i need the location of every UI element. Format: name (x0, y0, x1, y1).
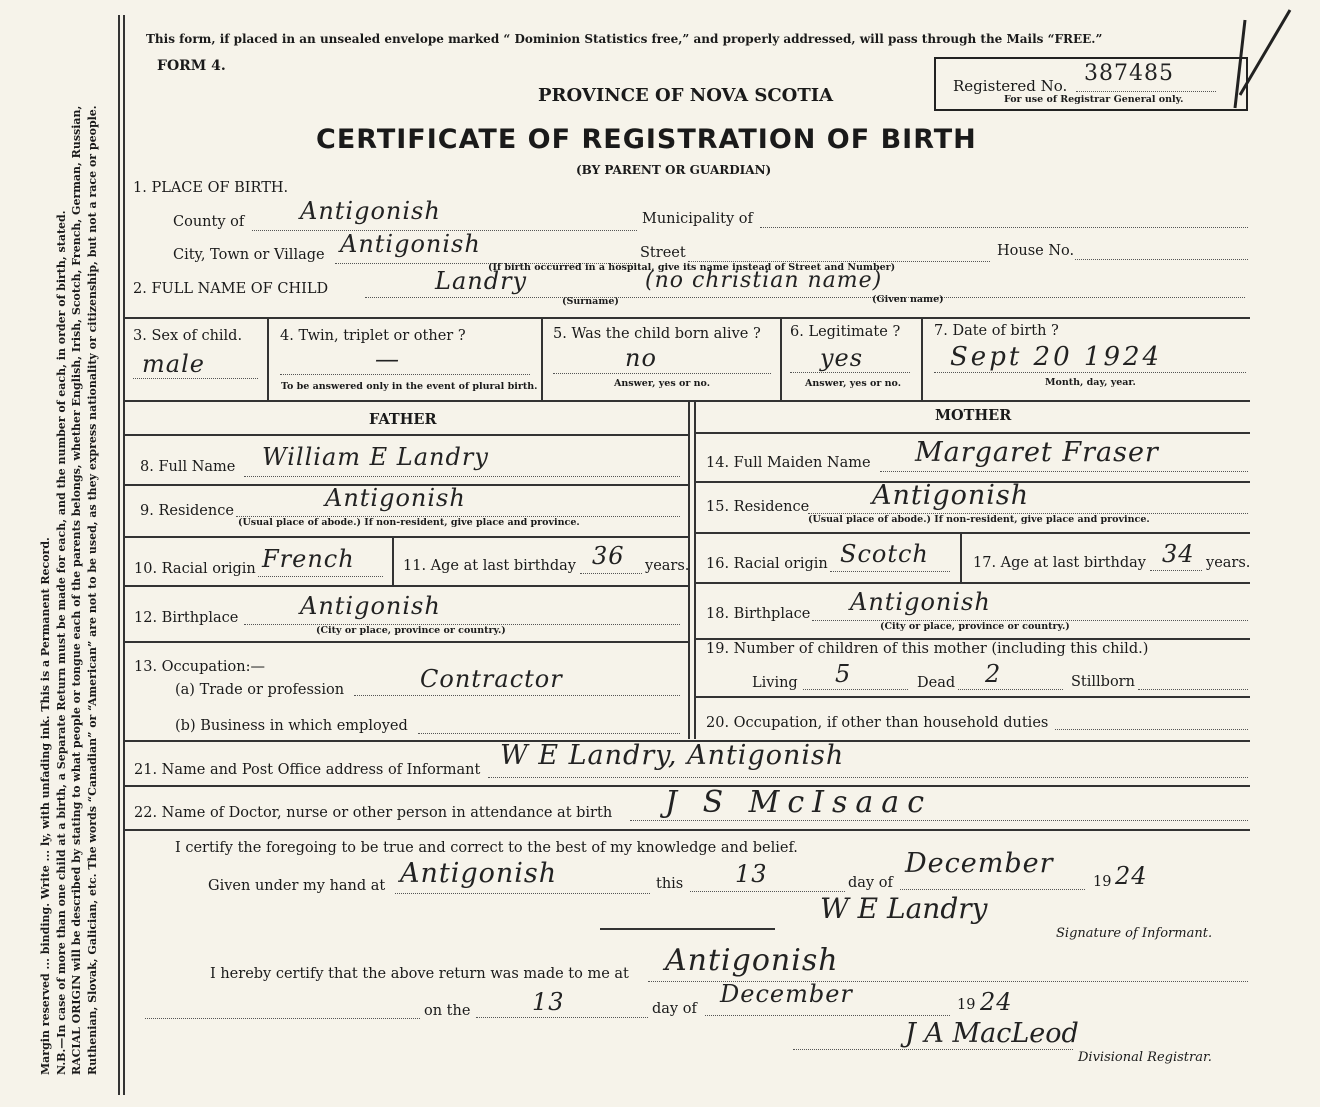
county-label: County of (173, 214, 245, 230)
twin-label: 4. Twin, triplet or other ? (280, 328, 466, 344)
child-surname: Landry (435, 267, 528, 295)
day-of-label: day of (848, 875, 893, 891)
informant-signature: W E Landry (820, 892, 988, 925)
father-birthplace: Antigonish (300, 592, 441, 620)
registrar-day-of-label: day of (652, 1001, 697, 1017)
twin-value: — (375, 345, 400, 373)
doctor-value: J S McIsaac (665, 785, 932, 820)
father-business-label: (b) Business in which employed (175, 718, 408, 734)
father-residence-note: (Usual place of abode.) If non-resident, give place and province. (238, 517, 580, 528)
father-birthplace-note: (City or place, province or country.) (316, 625, 506, 636)
registrar-signature-label: Divisional Registrar. (1078, 1050, 1212, 1065)
mother-children-label: 19. Number of children of this mother (including this child.) (706, 641, 1149, 657)
mother-name: Margaret Fraser (915, 437, 1159, 468)
stillborn-label: Stillborn (1071, 674, 1135, 690)
registered-note: For use of Registrar General only. (1004, 94, 1184, 105)
margin-notes (38, 15, 118, 1075)
form-number: FORM 4. (157, 58, 226, 74)
informant-value: W E Landry, Antigonish (500, 740, 845, 771)
father-age: 36 (592, 542, 625, 570)
mother-birthplace: Antigonish (850, 588, 991, 616)
dead-value: 2 (985, 660, 1002, 688)
living-value: 5 (835, 660, 852, 688)
mother-residence: Antigonish (872, 480, 1030, 511)
living-label: Living (752, 675, 798, 691)
margin-note-4: Ruthenian, Slovak, Galician, etc. The words “Canadian” or “American” are not to be used, as they express nationality or citizenship, but not a race or people. (85, 105, 99, 1075)
certify-year-prefix: 19 (1093, 874, 1112, 890)
county-value: Antigonish (300, 197, 441, 225)
father-occupation-label: 13. Occupation:— (134, 659, 265, 675)
registrar-place: Antigonish (665, 943, 839, 978)
registrar-year-prefix: 19 (957, 997, 976, 1013)
mother-years: years. (1206, 555, 1251, 571)
mother-residence-note: (Usual place of abode.) If non-resident, give place and province. (808, 514, 1150, 525)
house-label: House No. (997, 243, 1075, 259)
given-label: Given under my hand at (208, 878, 386, 894)
mother-racial: Scotch (840, 540, 929, 568)
given-name-label: (Given name) (872, 294, 944, 305)
registrar-month: December (720, 980, 853, 1008)
mother-occupation-label: 20. Occupation, if other than household duties (706, 715, 1049, 731)
registered-label: Registered No. (953, 77, 1068, 95)
mother-racial-label: 16. Racial origin (706, 556, 828, 572)
mailing-notice: This form, if placed in an unsealed envelope marked “ Dominion Statistics free,” and properly addressed, will pass through the Mails “FREE.” (146, 32, 1103, 46)
father-name-label: 8. Full Name (140, 459, 236, 475)
child-given-name: (no christian name) (645, 268, 883, 293)
margin-note-3: RACIAL ORIGIN will be described by stating to what people or tongue each of the parents belongs, whether English, Irish, Scotch, French, German, Russian, (70, 105, 83, 1075)
mother-age-label: 17. Age at last birthday (973, 555, 1146, 571)
certify-day: 13 (735, 860, 768, 888)
legitimate-value: yes (820, 344, 864, 372)
born-alive-label: 5. Was the child born alive ? (553, 326, 761, 342)
father-racial-label: 10. Racial origin (134, 561, 256, 577)
city-label: City, Town or Village (173, 247, 325, 263)
dob-value: Sept 20 1924 (950, 342, 1163, 372)
mother-heading: MOTHER (935, 407, 1012, 424)
sex-label: 3. Sex of child. (133, 328, 243, 344)
street-label: Street (640, 245, 686, 261)
this-label: this (656, 876, 684, 892)
mother-name-label: 14. Full Maiden Name (706, 455, 871, 471)
registrar-day: 13 (532, 988, 565, 1016)
born-alive-value: no (625, 344, 657, 372)
certify-statement: I certify the foregoing to be true and correct to the best of my knowledge and belief. (175, 840, 798, 856)
registrar-statement: I hereby certify that the above return was made to me at (210, 966, 629, 982)
place-of-birth-heading: 1. PLACE OF BIRTH. (133, 180, 289, 196)
father-birthplace-label: 12. Birthplace (134, 610, 239, 626)
margin-rule (118, 15, 120, 1095)
doctor-label: 22. Name of Doctor, nurse or other person in attendance at birth (134, 805, 613, 821)
margin-rule-inner (123, 15, 125, 1095)
dead-label: Dead (917, 675, 956, 691)
province: PROVINCE OF NOVA SCOTIA (538, 85, 834, 106)
municipality-label: Municipality of (642, 211, 753, 227)
margin-note-1: Margin reserved ... binding. Write ... ly, with unfading ink. This is a Permanent Record. (39, 537, 52, 1075)
father-residence-label: 9. Residence (140, 503, 234, 519)
mother-residence-label: 15. Residence (706, 499, 810, 515)
legitimate-note: Answer, yes or no. (805, 378, 902, 389)
on-the-label: on the (424, 1003, 471, 1019)
mother-birthplace-label: 18. Birthplace (706, 606, 811, 622)
child-name-label: 2. FULL NAME OF CHILD (133, 281, 329, 297)
check-mark-icon (1200, 0, 1300, 110)
mother-birthplace-note: (City or place, province or country.) (880, 621, 1070, 632)
dob-label: 7. Date of birth ? (934, 323, 1059, 339)
mother-age: 34 (1162, 540, 1195, 568)
registered-number: 387485 (1084, 61, 1174, 86)
margin-note-2: N.B.—In case of more than one child at a birth, a Separate Return must be made for each, and the number of each, in order of birth, stated. (54, 210, 68, 1075)
father-trade: Contractor (420, 665, 563, 693)
father-residence: Antigonish (325, 484, 466, 512)
certify-year: 24 (1115, 862, 1148, 890)
father-name: William E Landry (262, 443, 489, 471)
twin-note: To be answered only in the event of plural birth. (281, 381, 538, 392)
born-alive-note: Answer, yes or no. (614, 378, 711, 389)
father-racial: French (262, 545, 355, 573)
informant-signature-label: Signature of Informant. (1056, 926, 1213, 941)
dob-note: Month, day, year. (1045, 377, 1136, 388)
father-trade-label: (a) Trade or profession (175, 682, 345, 698)
page-title: CERTIFICATE OF REGISTRATION OF BIRTH (316, 124, 977, 155)
certify-place: Antigonish (400, 858, 558, 889)
hospital-note: (If birth occurred in a hospital, give its name instead of Street and Number) (488, 262, 896, 273)
registrar-signature: J A MacLeod (905, 1018, 1079, 1049)
informant-label: 21. Name and Post Office address of Informant (134, 762, 481, 778)
certify-month: December (905, 848, 1054, 879)
subtitle: (BY PARENT OR GUARDIAN) (576, 163, 772, 177)
father-age-label: 11. Age at last birthday (403, 558, 576, 574)
father-heading: FATHER (369, 411, 437, 428)
surname-label: (Surname) (562, 296, 619, 307)
sex-value: male (142, 350, 205, 378)
registrar-year: 24 (980, 988, 1013, 1016)
legitimate-label: 6. Legitimate ? (790, 324, 901, 340)
city-value: Antigonish (340, 230, 481, 258)
father-years: years. (645, 558, 690, 574)
